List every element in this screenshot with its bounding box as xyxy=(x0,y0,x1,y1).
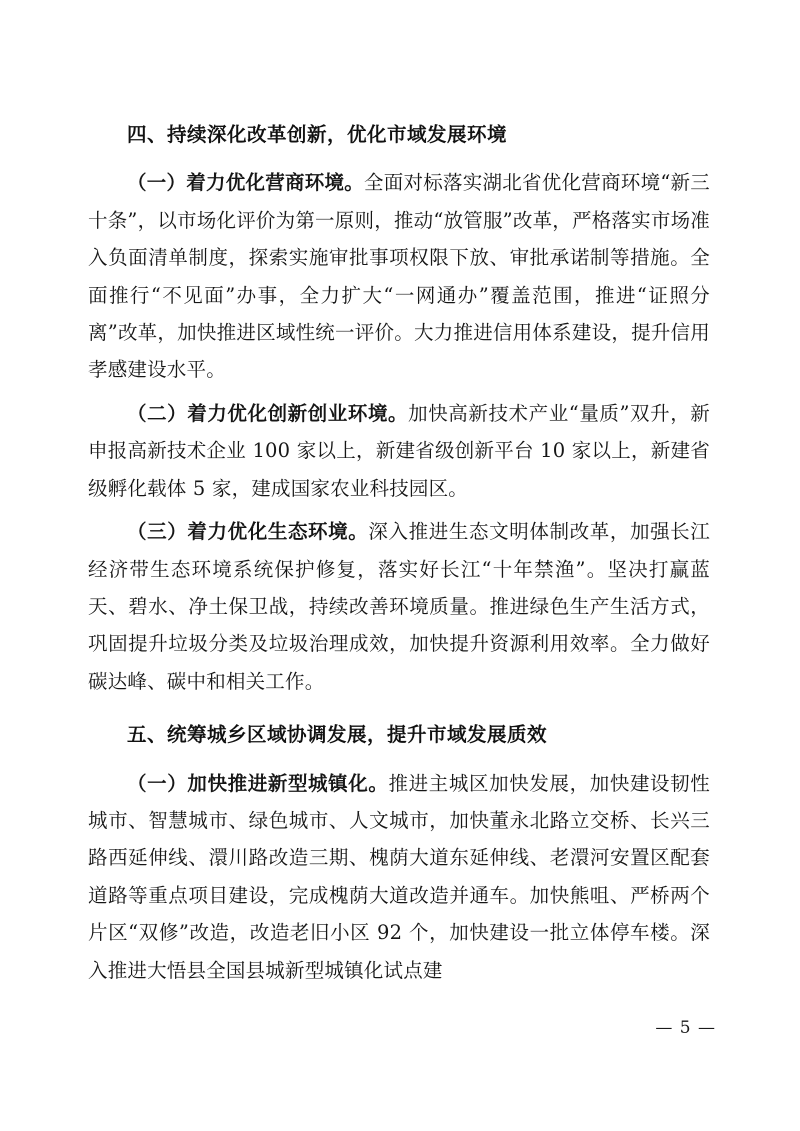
section-heading-five: 五、统筹城乡区域协调发展，提升市域发展质效 xyxy=(127,723,548,747)
paragraph-lead: （三）着力优化生态环境。 xyxy=(127,520,369,544)
paragraph-4-3 xyxy=(88,513,710,700)
paragraph-5-1 xyxy=(88,765,710,990)
paragraph-lead: （一）加快推进新型城镇化。 xyxy=(127,771,389,795)
document-body xyxy=(88,120,710,995)
paragraph-text: 加快高新技术产业“量质”双升，新申报高新技术企业 100 家以上，新建省级创新平台 10 家以上，新建省级孵化载体 5 家，建成国家农业科技园区。 xyxy=(88,401,710,500)
paragraph-text: 全面对标落实湖北省优化营商环境“新三十条”，以市场化评价为第一原则，推动“放管服”改革，严格落实市场准入负面清单制度，探索实施审批事项权限下放、审批承诺制等措施。全面推行“不见面”办事，全力扩大“一网通办”覆盖范围，推进“证照分离”改革，加快推进区域性统一评价。大力推进信用体系建设，提升信用孝感建设水平。 xyxy=(88,171,710,382)
paragraph-text: 深入推进生态文明体制改革，加强长江经济带生态环境系统保护修复，落实好长江“十年禁渔”。坚决打赢蓝天、碧水、净土保卫战，持续改善环境质量。推进绿色生产生活方式，巩固提升垃圾分类及垃圾治理成效，加快提升资源利用效率。全力做好碳达峰、碳中和相关工作。 xyxy=(88,520,711,693)
paragraph-4-1 xyxy=(88,164,710,389)
page-number: — 5 — xyxy=(655,1018,716,1038)
paragraph-lead: （二）着力优化创新创业环境。 xyxy=(127,401,409,425)
paragraph-text: 推进主城区加快发展，加快建设韧性城市、智慧城市、绿色城市、人文城市，加快董永北路立交桥、长兴三路西延伸线、澴川路改造三期、槐荫大道东延伸线、老澴河安置区配套道路等重点项目建设，完成槐荫大道改造并通车。加快熊咀、严桥两个片区“双修”改造，改造老旧小区 92 个，加快建设一批立体停车楼。深入推进大悟县全国县城新型城镇化试点建 xyxy=(88,771,710,982)
paragraph-4-2 xyxy=(88,395,710,507)
paragraph-lead: （一）着力优化营商环境。 xyxy=(127,171,365,195)
section-heading-four: 四、持续深化改革创新，优化市域发展环境 xyxy=(127,123,508,146)
